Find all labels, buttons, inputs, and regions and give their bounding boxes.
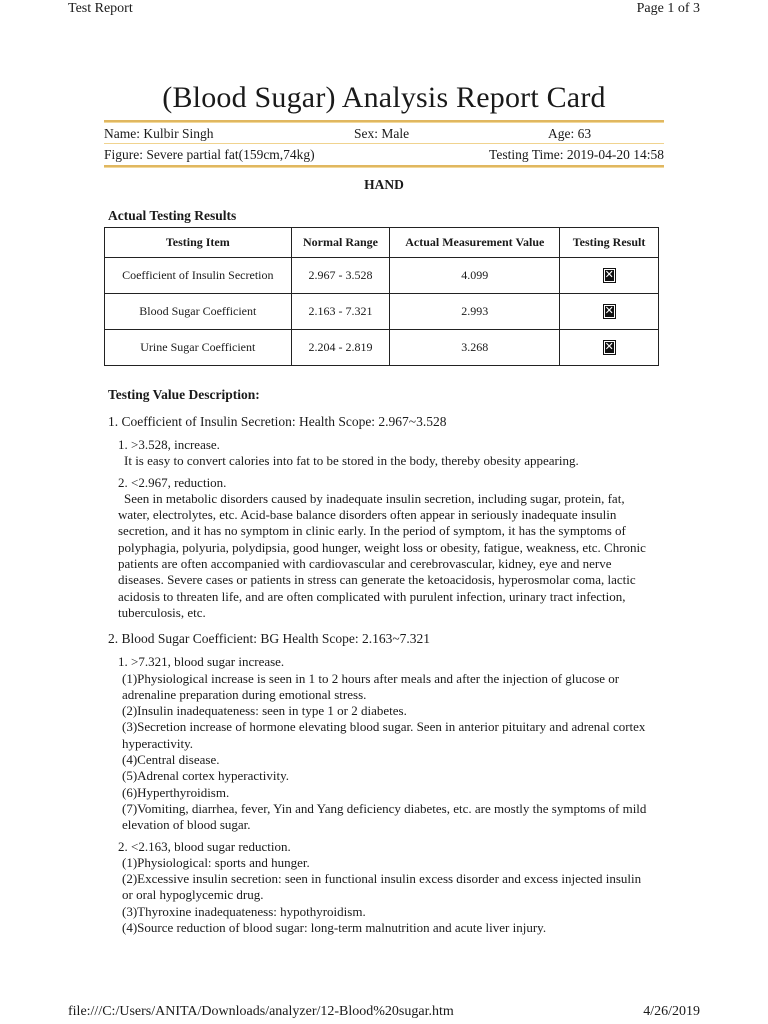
results-heading: Actual Testing Results: [108, 208, 237, 223]
testing-item: Urine Sugar Coefficient: [105, 330, 292, 366]
patient-sex: Sex: Male: [354, 126, 410, 141]
description-line: (1)Physiological increase is seen in 1 to 2 hours after meals and after the injection of glucose or adrenaline preparation during emotional stress.: [122, 670, 620, 702]
column-header: Actual Measurement Value: [390, 228, 560, 258]
patient-info-row-2: [104, 144, 664, 165]
description-line: (4)Source reduction of blood sugar: long-term malnutrition and acute liver injury.: [122, 920, 547, 936]
measurement-value: 2.993: [390, 294, 560, 330]
print-header: [68, 0, 700, 20]
description-block: [118, 654, 654, 936]
description-line: (3)Thyroxine inadequateness: hypothyroidism.: [122, 903, 366, 919]
testing-result: [560, 330, 659, 366]
measurement-value: 3.268: [390, 330, 560, 366]
section-title: HAND: [364, 177, 404, 192]
testing-time: Testing Time: 2019-04-20 14:58: [489, 147, 664, 162]
table-row: [105, 330, 659, 366]
testing-result: [560, 258, 659, 294]
column-header: Normal Range: [291, 228, 390, 258]
description-line: (1)Physiological: sports and hunger.: [122, 854, 310, 870]
print-header-title: Test Report: [68, 1, 133, 16]
description-line: (4)Central disease.: [122, 752, 220, 768]
description-block: [118, 437, 654, 621]
description-line: (6)Hyperthyroidism.: [122, 784, 230, 800]
print-date: 4/26/2019: [643, 1004, 700, 1019]
patient-age: Age: 63: [548, 126, 592, 141]
description-subitem-lead: 1. >3.528, increase.: [118, 437, 220, 452]
description-subitem-lead: 1. >7.321, blood sugar increase.: [118, 654, 285, 670]
description-line: (7)Vomiting, diarrhea, fever, Yin and Yang deficiency diabetes, etc. are mostly the symptoms of mild elevation of blood sugar.: [122, 800, 647, 833]
table-row: [105, 258, 659, 294]
testing-result: [560, 294, 659, 330]
normal-range: 2.967 - 3.528: [291, 258, 390, 294]
file-path: file:///C:/Users/ANITA/Downloads/analyzer/12-Blood%20sugar.htm: [68, 1004, 454, 1019]
description-item-title: 2. Blood Sugar Coefficient: BG Health Scope: 2.163~7.321: [108, 631, 431, 647]
print-footer: [68, 1000, 700, 1024]
testing-item: Coefficient of Insulin Secretion: [105, 258, 292, 294]
testing-item: Blood Sugar Coefficient: [105, 294, 292, 330]
patient-info-row-1: [104, 123, 664, 144]
page-number: Page 1 of 3: [636, 1, 700, 16]
results-table: [104, 227, 659, 366]
column-header: Testing Item: [105, 228, 292, 258]
description-line: (2)Insulin inadequateness: seen in type 1 or 2 diabetes.: [122, 703, 407, 719]
report-page: [104, 78, 664, 936]
description-item-title: 1. Coefficient of Insulin Secretion: Health Scope: 2.967~3.528: [108, 414, 447, 429]
description-subitem-lead: 2. <2.163, blood sugar reduction.: [118, 838, 291, 854]
measurement-value: 4.099: [390, 258, 560, 294]
patient-name: Name: Kulbir Singh: [104, 126, 214, 141]
abnormal-x-icon: [603, 268, 616, 283]
report-title: (Blood Sugar) Analysis Report Card: [162, 81, 606, 114]
normal-range: 2.163 - 7.321: [291, 294, 390, 330]
patient-figure: Figure: Severe partial fat(159cm,74kg): [104, 147, 315, 162]
description-text: Seen in metabolic disorders caused by inadequate insulin secretion, including sugar, protein, fat, water, electrolytes, etc. Acid-base balance disorders often appear in seriously inadequate insulin secretion, and it has no symptom in clinic early. In the period of symptom, it has the symptoms of polyphagia, polyuria, polydipsia, good hunger, weight loss or obesity, fatigue, weakness, etc. Chronic patients are often accompanied with cardiovascular and cerebrovascular, kidney, eye and nerve diseases. Severe cases or patients in stress can generate the ketoacidosis, hyperosmolar coma, lactic acidosis to threaten life, and are often complicated with purulent infection, urinary tract infection, tuberculosis, etc.: [118, 490, 646, 620]
normal-range: 2.204 - 2.819: [291, 330, 390, 366]
description-heading: Testing Value Description:: [108, 387, 260, 402]
description-text: It is easy to convert calories into fat to be stored in the body, thereby obesity appearing.: [124, 453, 579, 469]
abnormal-x-icon: [603, 304, 616, 319]
table-header-row: [105, 228, 659, 258]
table-row: [105, 294, 659, 330]
description-line: (3)Secretion increase of hormone elevating blood sugar. Seen in anterior pituitary and adrenal cortex hyperactivity.: [122, 719, 646, 751]
description-line: (2)Excessive insulin secretion: seen in functional insulin excess disorder and excess injected insulin or oral hypoglycemic drug.: [122, 871, 642, 903]
description-line: (5)Adrenal cortex hyperactivity.: [122, 768, 290, 784]
divider: [104, 165, 664, 168]
abnormal-x-icon: [603, 340, 616, 355]
description-subitem-lead: 2. <2.967, reduction.: [118, 474, 227, 490]
column-header: Testing Result: [560, 228, 659, 258]
